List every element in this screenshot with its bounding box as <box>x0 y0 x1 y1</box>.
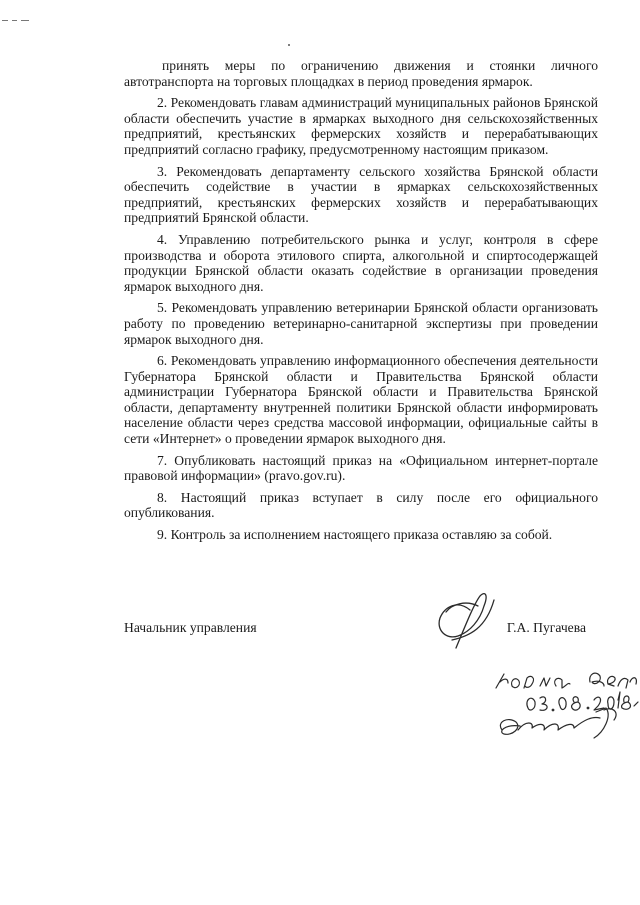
paragraph-item-5: 5. Рекомендовать управлению ветеринарии Брянской области организовать работу по проведению ветеринарно-санитарной экспертизы при проведении ярмарок выходного дня. <box>124 300 598 347</box>
position-title: Начальник управления <box>124 620 257 635</box>
paragraph-item-9: 9. Контроль за исполнением настоящего приказа оставляю за собой. <box>157 527 553 543</box>
paragraph-item-7: 7. Опубликовать настоящий приказ на «Официальном интернет-портале правовой информации» (pravo.gov.ru). <box>124 452 598 484</box>
paragraph-item-8: 8. Настоящий приказ вступает в силу после его официального опубликования. <box>124 489 598 521</box>
paragraph-item-4: 4. Управлению потребительского рынка и услуг, контроля в сфере производства и оборота этилового спирта, алкогольной и спиртосодержащей продукции Брянской области оказать содействие в организации проведения ярмарок выходного дня. <box>124 231 598 294</box>
paragraph-item-3: 3. Рекомендовать департаменту сельского хозяйства Брянской области обеспечить содействие в участии в ярмарках сельскохозяйственных предприятий, крестьянских фермерских хозяйств и перерабатывающих предприятий Брянской области. <box>124 163 598 226</box>
paragraph-item-2: 2. Рекомендовать главам администраций муниципальных районов Брянской области обеспечить участие в ярмарках выходного дня сельскохозяйственных предприятий, крестьянских фермерских хозяйств и перерабатывающих предприятий согласно графику, предусмотренному настоящим приказом. <box>124 95 598 157</box>
signer-name: Г.А. Пугачева <box>506 620 586 635</box>
paragraph-continuation: принять меры по ограничению движения и стоянки личного автотранспорта на торговых площадках в период проведения ярмарок. <box>124 58 598 89</box>
paragraph-item-6: 6. Рекомендовать управлению информационного обеспечения деятельности Губернатора Брянской области и Правительства Брянской области администрации Губернатора Брянской области и Правительства Брянской области, департаменту внутренней политики Брянской области информировать население области через средства массовой информации, официальные сайты в сети «Интернет» о проведении ярмарок выходного дня. <box>124 353 598 447</box>
